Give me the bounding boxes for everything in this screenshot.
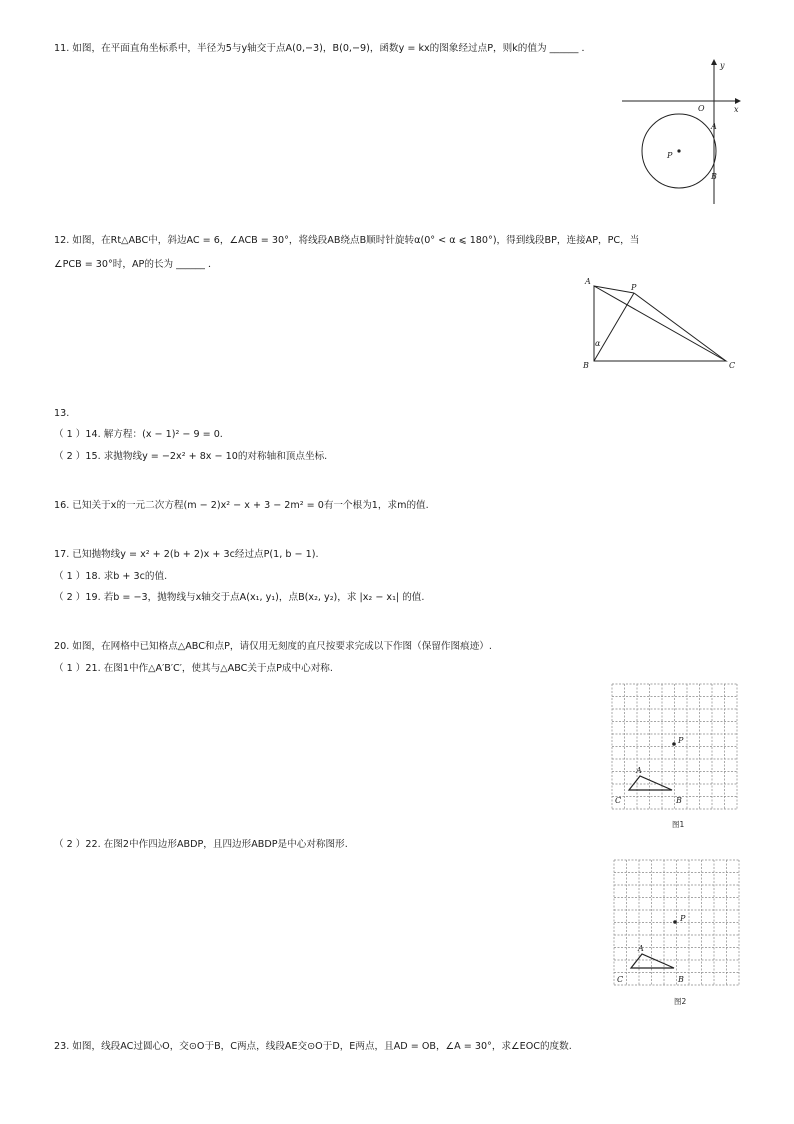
question-20-part2: （ 2 ）22. 在图2中作四边形ABDP，且四边形ABDP是中心对称图形. [54,839,348,850]
point-p-dot [672,742,676,746]
label-b: B [678,975,684,984]
label-x: x [734,105,739,114]
label-c: C [729,361,736,370]
question-16-text: 16. 已知关于x的一元二次方程(m − 2)x² − x + 3 − 2m² = 0有一个根为1，求m的值. [54,500,429,511]
question-23-text: 23. 如图，线段AC过圆心O，交⊙O于B，C两点，线段AE交⊙O于D，E两点，且AD = OB，∠A = 30°，求∠EOC的度数. [54,1041,572,1052]
label-c: C [615,796,622,805]
grid-figure-1 [610,682,740,832]
label-y: y [720,61,725,70]
question-13-part1: （ 1 ）14. 解方程：(x − 1)² − 9 = 0. [54,429,223,440]
segment-bp [594,293,634,361]
label-b: B [711,172,717,181]
label-alpha: α [595,339,601,348]
grid-figure-2 [612,858,742,1008]
question-13-part2: （ 2 ）15. 求抛物线y = −2x² + 8x − 10的对称轴和顶点坐标. [54,451,328,462]
label-a: A [585,277,591,286]
label-a: A [711,122,717,131]
segment-pc [634,293,726,361]
question-20-text: 20. 如图，在网格中已知格点△ABC和点P，请仅用无刻度的直尺按要求完成以下作图（保留作图痕迹）. [54,641,492,652]
question-17-part2: （ 2 ）19. 若b = −3，抛物线与x轴交于点A(x₁, y₁)，点B(x₂, y₂)，求 |x₂ − x₁| 的值. [54,592,425,603]
label-p: P [631,283,637,292]
triangle-abc [631,954,674,968]
label-p: P [680,914,686,923]
label-b: B [583,361,589,370]
caption-fig2: 图2 [674,997,687,1006]
label-p: P [667,151,673,160]
triangle-abc [594,286,726,361]
label-a: A [636,766,642,775]
label-p: P [678,736,684,745]
question-17-part1: （ 1 ）18. 求b + 3c的值. [54,571,168,582]
caption-fig1: 图1 [672,820,685,829]
question-12-line2: ∠PCB = 30°时，AP的长为 ______ ． [54,259,218,270]
label-a: A [638,944,644,953]
question-17-text: 17. 已知抛物线y = x² + 2(b + 2)x + 3c经过点P(1, b − 1). [54,549,319,560]
question-11-text: 11. 如图，在平面直角坐标系中，半径为5与y轴交于点A(0,−3)，B(0,−9)，函数y = kx的图象经过点P，则k的值为 ______ ． [54,43,592,54]
question-13-title: 13. [54,408,70,419]
label-c: C [617,975,624,984]
triangle-abc [629,776,672,790]
question-12-line1: 12. 如图，在Rt△ABC中，斜边AC = 6，∠ACB = 30°，将线段AB绕点B顺时针旋转α(0° < α ⩽ 180°)，得到线段BP，连接AP，PC，当 [54,235,640,246]
q12-figure [578,272,743,372]
point-p-dot [673,920,677,924]
label-o: O [698,104,705,113]
point-p-dot [677,149,680,152]
question-20-part1: （ 1 ）21. 在图1中作△A′B′C′，使其与△ABC关于点P成中心对称. [54,663,333,674]
label-b: B [676,796,682,805]
q11-figure [618,56,748,206]
